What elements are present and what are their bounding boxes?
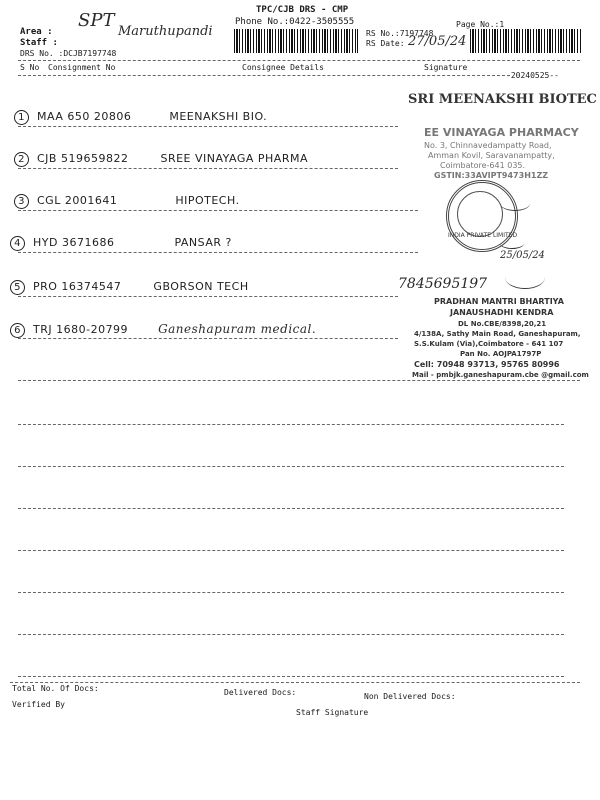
rs-date-value: 27/05/24 xyxy=(408,34,467,49)
col-signature: Signature xyxy=(424,63,468,72)
entry-consignee: MEENAKSHI BIO. xyxy=(169,110,268,123)
non-delivered-docs-label: Non Delivered Docs: xyxy=(364,692,456,701)
entry-row xyxy=(10,322,316,338)
company-seal-text: INDIA PRIVATE LIMITED xyxy=(448,232,518,239)
entry-line xyxy=(18,338,398,339)
col-consignee-details: Consignee Details xyxy=(242,63,324,72)
entry-line xyxy=(18,252,418,253)
entry-line xyxy=(18,676,564,677)
entry-line xyxy=(18,550,564,551)
entry-number: 5 xyxy=(10,280,25,295)
column-divider xyxy=(18,75,510,76)
total-docs-label: Total No. Of Docs: xyxy=(12,684,99,693)
rs-date-label: RS Date: xyxy=(366,39,405,48)
delivered-docs-label: Delivered Docs: xyxy=(224,688,297,697)
pmbjk-stamp-line: DL No.CBE/8398,20,21 xyxy=(458,320,547,328)
signature-scribble xyxy=(500,196,530,211)
pmbjk-stamp-line: PRADHAN MANTRI BHARTIYA xyxy=(434,297,564,306)
vinayaga-stamp-gstin: GSTIN:33AVIPT9473H1ZZ xyxy=(434,171,549,180)
entry-consignee: PANSAR ? xyxy=(174,236,232,249)
entry-line xyxy=(18,508,564,509)
entry-line xyxy=(18,634,564,635)
entry-line xyxy=(18,210,418,211)
meenakshi-stamp: SRI MEENAKSHI BIOTEC xyxy=(408,92,597,107)
staff-value: Maruthupandi xyxy=(118,24,213,39)
entry-consignment: CJB 519659822 xyxy=(37,152,129,165)
entry-line xyxy=(18,296,398,297)
signature-scribble xyxy=(500,238,524,249)
entry-line xyxy=(18,126,398,127)
entry-line xyxy=(18,466,564,467)
pmbjk-stamp-line: 4/138A, Sathy Main Road, Ganeshapuram, xyxy=(414,330,581,338)
pmbjk-stamp-line: Mail - pmbjk.ganeshapuram.cbe @gmail.com xyxy=(412,371,589,379)
pmbjk-stamp-line: S.S.Kulam (Via),Coimbatore - 641 107 xyxy=(414,340,564,348)
area-label: Area : xyxy=(20,27,53,37)
entry-consignee: Ganeshapuram medical. xyxy=(158,322,317,336)
phone-number: Phone No.:0422-3505555 xyxy=(235,17,355,27)
entry-consignment: CGL 2001641 xyxy=(37,194,118,207)
vinayaga-stamp-address: No. 3, Chinnavedampatty Road, xyxy=(424,141,552,150)
drs-number: DRS No. :DCJB7197748 xyxy=(20,49,117,58)
entry-line xyxy=(18,592,564,593)
header-divider xyxy=(18,60,580,61)
staff-signature-label: Staff Signature xyxy=(296,708,369,717)
vinayaga-stamp-address: Amman Kovil, Saravanampatty, xyxy=(428,151,555,160)
col-consignment-no: Consignment No xyxy=(48,63,116,72)
entry-row xyxy=(10,280,249,295)
pmbjk-stamp-line: Pan No. AOJPA1797P xyxy=(460,350,542,358)
entry-number: 4 xyxy=(10,236,25,251)
entry-consignee: SREE VINAYAGA PHARMA xyxy=(160,152,308,165)
entry-row xyxy=(10,236,232,251)
entry-row xyxy=(14,194,240,209)
entry-number: 1 xyxy=(14,110,29,125)
barcode-right xyxy=(470,29,582,53)
col-s-no: S No xyxy=(20,63,40,72)
handwritten-date: 25/05/24 xyxy=(500,250,545,261)
pmbjk-stamp-line: JANAUSHADHI KENDRA xyxy=(450,308,554,317)
staff-label: Staff : xyxy=(20,38,58,48)
company-seal-inner xyxy=(457,191,503,237)
entry-number: 3 xyxy=(14,194,29,209)
entry-number: 2 xyxy=(14,152,29,167)
rs-number: RS No.:7197748 xyxy=(366,29,434,38)
entry-consignment: TRJ 1680-20799 xyxy=(33,323,129,336)
entry-consignment: MAA 650 20806 xyxy=(37,110,132,123)
barcode-left xyxy=(234,29,358,53)
vinayaga-stamp-name: EE VINAYAGA PHARMACY xyxy=(424,126,579,139)
entry-line xyxy=(18,380,580,381)
vinayaga-stamp-address: Coimbatore-641 035. xyxy=(440,161,526,170)
entry-row xyxy=(14,110,267,125)
document-title: TPC/CJB DRS - CMP xyxy=(256,5,349,15)
verified-by-label: Verified By xyxy=(12,700,65,709)
entry-row xyxy=(14,152,308,167)
entry-consignment: HYD 3671686 xyxy=(33,236,115,249)
handwritten-phone: 7845695197 xyxy=(398,276,488,292)
signature-scribble xyxy=(505,266,545,289)
print-date: -20240525-- xyxy=(506,71,559,80)
entry-consignee: GBORSON TECH xyxy=(153,280,249,293)
entry-line xyxy=(18,424,564,425)
area-value: SPT xyxy=(78,10,115,31)
footer-divider xyxy=(10,682,580,683)
page-number: Page No.:1 xyxy=(456,20,505,29)
entry-line xyxy=(18,168,398,169)
entry-number: 6 xyxy=(10,323,25,338)
entry-consignment: PRO 16374547 xyxy=(33,280,122,293)
pmbjk-stamp-line: Cell: 70948 93713, 95765 80996 xyxy=(414,360,560,369)
entry-consignee: HIPOTECH. xyxy=(175,194,240,207)
